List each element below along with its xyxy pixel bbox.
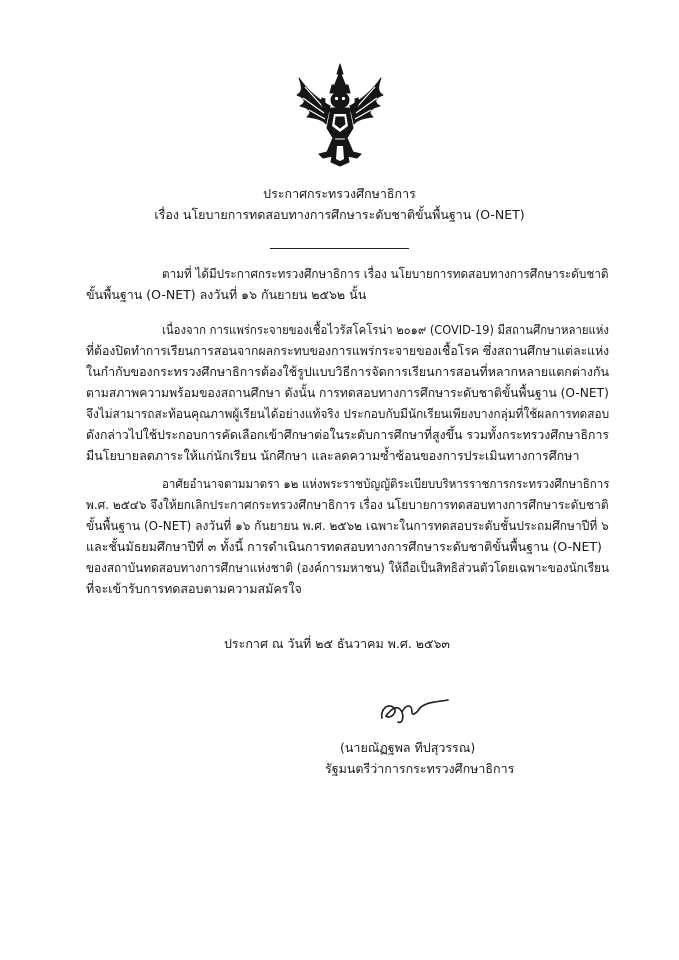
paragraph-2-line: ดังกล่าวไปใช้ประกอบการคัดเลือกเข้าศึกษาต่อในระดับการศึกษาที่สูงขึ้น รวมทั้งกระทรวงศึกษาธิการ: [86, 427, 609, 442]
paragraph-3-line: ของสถาบันทดสอบทางการศึกษาแห่งชาติ (องค์การมหาชน) ให้ถือเป็นสิทธิส่วนตัวโดยเฉพาะของนักเรียน: [86, 560, 610, 575]
paragraph-2-line: มีนโยบายลดภาระให้แก่นักเรียน นักศึกษา และลดความซ้ำซ้อนของการประเมินทางการศึกษา: [86, 448, 580, 463]
paragraph-1-line: ขั้นพื้นฐาน (O-NET) ลงวันที่ ๑๖ กันยายน ๒๕๖๒ นั้น: [86, 287, 367, 302]
paragraph-3-line: พ.ศ. ๒๕๔๖ จึงให้ยกเลิกประกาศกระทรวงศึกษาธิการ เรื่อง นโยบายการทดสอบทางการศึกษาระดับชาติ: [86, 497, 609, 512]
announcement-subject: เรื่อง นโยบายการทดสอบทางการศึกษาระดับชาติขั้นพื้นฐาน (O-NET): [154, 207, 525, 222]
paragraph-1-line: ตามที่ ได้มีประกาศกระทรวงศึกษาธิการ เรื่อง นโยบายการทดสอบทางการศึกษาระดับชาติ: [162, 266, 609, 281]
paragraph-2-line: ที่ต้องปิดทำการเรียนการสอนจากผลกระทบของการแพร่กระจายของเชื้อโรค ซึ่งสถานศึกษาแต่ละแห่ง: [86, 343, 610, 358]
heading-divider: [270, 248, 409, 249]
garuda-emblem-icon: [293, 62, 387, 168]
announcement-title: ประกาศกระทรวงศึกษาธิการ: [263, 186, 416, 201]
handwritten-signature: [376, 694, 456, 728]
paragraph-2-line: เนื่องจาก การแพร่กระจายของเชื้อไวรัสโคโรน่า ๒๐๑๙ (COVID-19) มีสถานศึกษาหลายแห่ง: [162, 322, 609, 337]
paragraph-3-line: ขั้นพื้นฐาน (O-NET) ลงวันที่ ๑๖ กันยายน พ.ศ. ๒๕๖๒ เฉพาะในการทดสอบระดับชั้นประถมศึกษาปีที่ ๖: [86, 518, 609, 533]
paragraph-3-line: ที่จะเข้ารับการทดสอบตามความสมัครใจ: [86, 581, 302, 596]
signatory-title: รัฐมนตรีว่าการกระทรวงศึกษาธิการ: [325, 761, 515, 776]
announcement-date: ประกาศ ณ วันที่ ๒๕ ธันวาคม พ.ศ. ๒๕๖๓: [224, 636, 450, 651]
paragraph-2-line: จึงไม่สามารถสะท้อนคุณภาพผู้เรียนได้อย่างแท้จริง ประกอบกับมีนักเรียนเพียงบางกลุ่มที่ใช้ผลการทดสอบ: [86, 406, 610, 421]
paragraph-2-line: ตามสภาพความพร้อมของสถานศึกษา ดังนั้น การทดสอบทางการศึกษาระดับชาติขั้นพื้นฐาน (O-NET): [86, 385, 609, 400]
paragraph-3-line: และชั้นมัธยมศึกษาปีที่ ๓ ทั้งนี้ การดำเนินการทดสอบทางการศึกษาระดับชาติขั้นพื้นฐาน (O-NET): [86, 539, 602, 554]
paragraph-2-line: ในกำกับของกระทรวงศึกษาธิการต้องใช้รูปแบบวิธีการจัดการเรียนการสอนที่หลากหลายแตกต่างกัน: [86, 364, 610, 379]
signatory-name: (นายณัฏฐพล ทีปสุวรรณ): [340, 740, 476, 755]
paragraph-3-line: อาศัยอำนาจตามมาตรา ๑๒ แห่งพระราชบัญญัติระเบียบบริหารราชการกระทรวงศึกษาธิการ: [162, 476, 610, 491]
